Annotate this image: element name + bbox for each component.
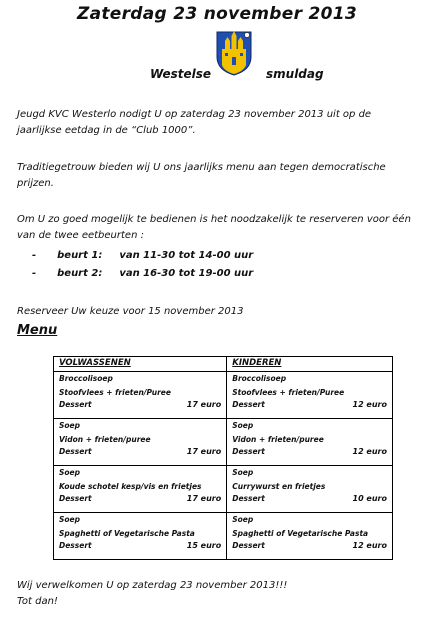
menu-dessert: Dessert — [232, 447, 265, 456]
menu-cell-adult — [54, 372, 227, 419]
menu-main: Spaghetti of Vegetarische Pasta — [59, 528, 195, 538]
page-title: Zaterdag 23 november 2013 — [76, 4, 358, 24]
menu-row — [54, 372, 393, 419]
menu-price: 10 euro — [352, 494, 387, 503]
tradition-line-1: Traditiegetrouw bieden wij U ons jaarlijks menu aan tegen democratische — [17, 162, 386, 173]
session-dash: - — [32, 268, 37, 279]
reserve-line-1: Om U zo goed mogelijk te bedienen is het noodzakelijk te reserveren voor één — [17, 214, 411, 225]
closing-line-1: Wij verwelkomen U op zaterdag 23 november 2013!!! — [17, 580, 288, 591]
session-label: beurt 1: — [57, 250, 103, 261]
menu-cell-adult — [54, 513, 227, 560]
intro-paragraph — [17, 107, 421, 139]
session-label: beurt 2: — [57, 268, 103, 279]
menu-dessert-line — [59, 399, 221, 411]
menu-main: Vidon + frieten/puree — [232, 434, 324, 444]
menu-cell-adult — [54, 419, 227, 466]
menu-price: 12 euro — [352, 541, 387, 550]
menu-row — [54, 513, 393, 560]
reserve-paragraph — [17, 212, 421, 244]
closing-paragraph — [17, 578, 421, 610]
column-header-children: KINDEREN — [227, 357, 393, 372]
menu-starter: Soep — [59, 421, 81, 430]
menu-starter: Soep — [59, 515, 81, 524]
intro-line-2: jaarlijkse eetdag in de “Club 1000”. — [17, 125, 196, 136]
menu-price: 17 euro — [186, 447, 222, 456]
session-item — [32, 250, 253, 261]
menu-dessert: Dessert — [232, 541, 265, 550]
tradition-paragraph — [17, 160, 421, 192]
menu-cell-child — [227, 513, 393, 560]
menu-cell-child — [227, 466, 393, 513]
menu-starter: Soep — [232, 468, 254, 477]
session-time: van 11-30 tot 14-00 uur — [119, 250, 254, 261]
menu-dessert: Dessert — [232, 400, 265, 409]
menu-starter: Soep — [232, 515, 254, 524]
subtitle-right: smuldag — [266, 67, 324, 81]
menu-price: 12 euro — [352, 447, 387, 456]
menu-heading: Menu — [17, 323, 58, 338]
menu-main: Spaghetti of Vegetarische Pasta — [232, 528, 369, 538]
menu-dessert-line — [232, 540, 387, 552]
menu-dessert: Dessert — [59, 541, 92, 550]
menu-cell-adult — [54, 466, 227, 513]
westerlo-crest-icon — [215, 29, 253, 76]
menu-row — [54, 466, 393, 513]
tradition-line-2: prijzen. — [17, 178, 54, 189]
menu-table — [53, 356, 393, 560]
closing-line-2: Tot dan! — [17, 596, 58, 607]
menu-price: 15 euro — [186, 541, 222, 550]
menu-dessert-line — [232, 399, 387, 411]
menu-dessert: Dessert — [59, 494, 92, 503]
menu-cell-child — [227, 419, 393, 466]
menu-main: Currywurst en frietjes — [232, 481, 326, 491]
menu-dessert: Dessert — [59, 447, 92, 456]
menu-dessert-line — [232, 493, 387, 505]
subtitle-left: Westelse — [150, 67, 212, 81]
menu-price: 12 euro — [352, 400, 387, 409]
menu-starter: Soep — [232, 421, 254, 430]
menu-main: Stoofvlees + frieten/Puree — [59, 387, 171, 397]
reserve-line-2: van de twee eetbeurten : — [17, 230, 144, 241]
menu-dessert-line — [59, 446, 221, 458]
session-dash: - — [32, 250, 37, 261]
menu-main: Stoofvlees + frieten/Puree — [232, 387, 345, 397]
intro-line-1: Jeugd KVC Westerlo nodigt U op zaterdag 23 november 2013 uit op de — [17, 109, 372, 120]
session-time: van 16-30 tot 19-00 uur — [119, 268, 254, 279]
menu-dessert-line — [59, 540, 221, 552]
menu-dessert: Dessert — [59, 400, 92, 409]
menu-main: Koude schotel kesp/vis en frietjes — [59, 481, 202, 491]
menu-dessert-line — [232, 446, 387, 458]
menu-dessert: Dessert — [232, 494, 265, 503]
menu-dessert-line — [59, 493, 221, 505]
deadline-text: Reserveer Uw keuze voor 15 november 2013 — [17, 306, 244, 317]
menu-price: 17 euro — [186, 400, 222, 409]
menu-price: 17 euro — [186, 494, 222, 503]
column-header-adults: VOLWASSENEN — [54, 357, 227, 372]
menu-starter: Broccolisoep — [232, 374, 287, 383]
menu-cell-child — [227, 372, 393, 419]
menu-main: Vidon + frieten/puree — [59, 434, 151, 444]
menu-starter: Soep — [59, 468, 81, 477]
menu-row — [54, 419, 393, 466]
session-item — [32, 268, 253, 279]
menu-starter: Broccolisoep — [59, 374, 113, 383]
menu-header-row — [54, 357, 393, 372]
